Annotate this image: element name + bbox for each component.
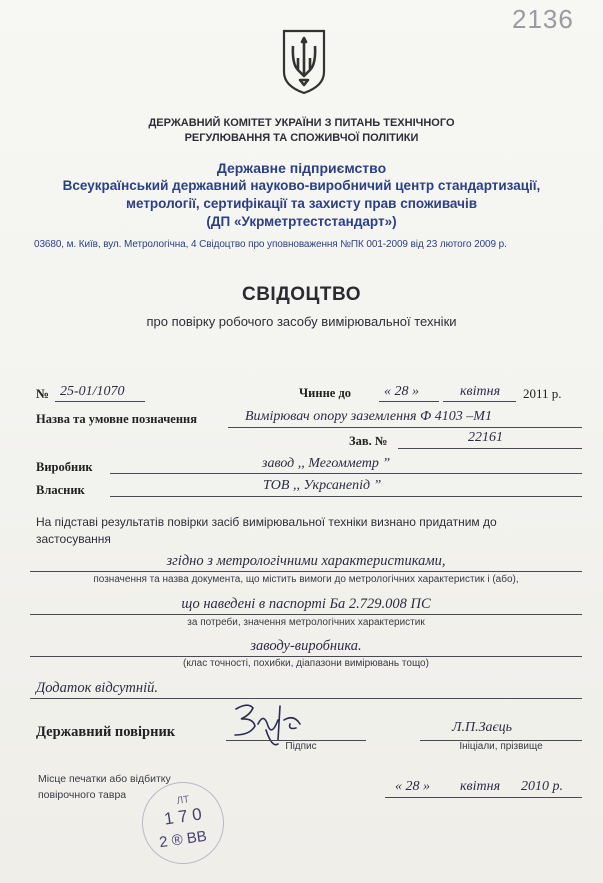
name-label: Назва та умовне позначення <box>36 412 197 426</box>
stamp-mark-line-1: ЛТ <box>175 794 191 807</box>
stamp-mark-line-3: 2 ® ВВ <box>158 827 208 852</box>
stamp-label-line-2: повірочного тавра <box>38 789 127 801</box>
serial-value: 22161 <box>468 430 503 445</box>
committee-line-1: ДЕРЖАВНИЙ КОМІТЕТ УКРАЇНИ З ПИТАНЬ ТЕХНІЧНОГО <box>148 117 455 129</box>
number-value: 25-01/1070 <box>60 384 125 399</box>
requirements-caption-3: (клас точності, похибки, діапазони вимірювань тощо) <box>183 658 429 669</box>
corner-number: 2136 <box>512 4 574 34</box>
valid-until-day: « 28 » <box>384 384 419 399</box>
issue-date-year: 2010 р. <box>521 779 563 794</box>
enterprise-line-2: Всеукраїнський державний науково-виробничий центр стандартизації, <box>62 178 541 193</box>
verifier-label: Державний повірник <box>36 724 176 740</box>
number-label: № <box>36 386 50 401</box>
number-underline <box>55 401 145 402</box>
owner-underline <box>110 496 582 497</box>
address-line: 03680, м. Київ, вул. Метрологічна, 4 Свідоцтво про уповноваження №ПК 001-2009 від 23 лютого 2009 р. <box>34 239 507 250</box>
issue-date-underline <box>385 797 582 798</box>
valid-until-month: квітня <box>460 384 501 399</box>
valid-until-label: Чинне до <box>299 386 352 400</box>
verifier-name-value: Л.П.Заєць <box>452 720 512 735</box>
document-subtitle: про повірку робочого засобу вимірювальної техніки <box>146 314 457 329</box>
committee-line-2: РЕГУЛЮВАННЯ ТА СПОЖИВЧОЇ ПОЛІТИКИ <box>184 132 419 144</box>
stamp-mark-line-2: 1 7 0 <box>162 804 203 829</box>
enterprise-line-4: (ДП «Укрметртестстандарт») <box>206 214 397 229</box>
name-underline <box>228 427 582 428</box>
serial-label: Зав. № <box>349 434 388 448</box>
issue-date-month: квітня <box>460 779 501 794</box>
document-title: СВІДОЦТВО <box>241 284 362 305</box>
serial-underline <box>398 448 582 449</box>
requirements-fill-3: заводу-виробника. <box>250 638 362 654</box>
issue-date-day: « 28 » <box>395 779 430 794</box>
requirements-fill-2: що наведені в паспорті Ба 2.729.008 ПС <box>181 596 431 612</box>
signature-caption: Підпис <box>285 741 317 752</box>
valid-until-day-underline <box>379 401 439 402</box>
basis-line-2: застосування <box>36 532 111 546</box>
valid-until-month-underline <box>443 401 516 402</box>
appendix-text: Додаток відсутній. <box>36 680 158 696</box>
verifier-name-caption: Ініціали, прізвище <box>459 741 543 752</box>
enterprise-line-3: метрології, сертифікації та захисту прав споживачів <box>126 196 477 211</box>
stamp-label-line-1: Місце печатки або відбитку <box>38 773 171 785</box>
requirements-caption-2: за потреби, значення метрологічних характеристик <box>187 617 425 628</box>
manufacturer-label: Виробник <box>36 460 93 474</box>
manufacturer-underline <box>110 473 582 474</box>
basis-line-1: На підставі результатів повірки засіб вимірювальної техніки визнано придатним до <box>36 515 497 529</box>
owner-label: Власник <box>36 483 85 497</box>
requirements-fill-1: згідно з метрологічними характеристиками, <box>166 553 446 569</box>
requirements-underline-2 <box>30 614 582 615</box>
requirements-caption-1: позначення та назва документа, що містить вимоги до метрологічних характеристик і (або), <box>93 574 519 585</box>
requirements-underline-1 <box>30 571 582 572</box>
verification-stamp <box>142 782 224 864</box>
owner-value: ТОВ ,, Укрсанепід ” <box>263 478 382 493</box>
enterprise-line-1: Державне підприємство <box>216 160 387 176</box>
name-value: Вимірювач опору заземлення Ф 4103 –М1 <box>245 409 492 424</box>
valid-until-year: 2011 р. <box>523 386 562 401</box>
appendix-underline <box>30 698 582 699</box>
coat-of-arms-icon <box>281 28 327 101</box>
requirements-underline-3 <box>30 656 582 657</box>
manufacturer-value: завод ,, Мегомметр ” <box>262 456 391 471</box>
